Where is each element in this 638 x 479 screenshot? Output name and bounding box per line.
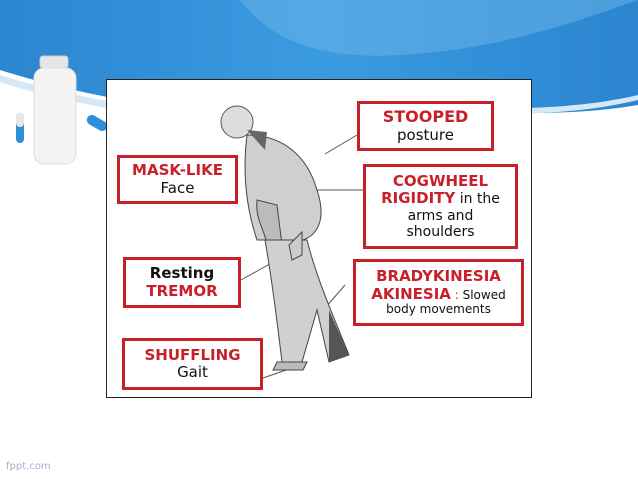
label-text: posture [397, 125, 454, 144]
label-title: COGWHEEL [392, 172, 489, 191]
label-title: AKINESIA [371, 284, 451, 303]
label-shuffling-gait [122, 338, 263, 390]
label-resting-tremor [123, 257, 241, 308]
label-text: shoulders [406, 223, 475, 240]
label-text: Slowed [462, 287, 506, 302]
label-title: MASK-LIKE [132, 161, 223, 180]
label-title: STOOPED [382, 107, 469, 127]
parkinsons-symptoms-figure [106, 79, 532, 398]
label-stooped-posture [357, 101, 494, 151]
label-title: BRADYKINESIA [376, 267, 501, 286]
label-cogwheel-rigidity [363, 164, 518, 249]
separator: : [454, 287, 459, 302]
label-text: Gait [177, 363, 208, 381]
label-text: Face [160, 178, 195, 197]
label-title: SHUFFLING [144, 345, 241, 364]
label-text: arms and [407, 207, 474, 224]
label-text: Resting [149, 264, 215, 283]
footer-brand: fppt.com [6, 461, 51, 472]
label-text: body movements [386, 301, 491, 316]
label-bradykinesia [353, 259, 524, 326]
label-text: in the [459, 191, 500, 208]
label-title: RIGIDITY [381, 189, 456, 208]
label-mask-like-face [117, 155, 238, 204]
label-title: TREMOR [146, 281, 218, 300]
